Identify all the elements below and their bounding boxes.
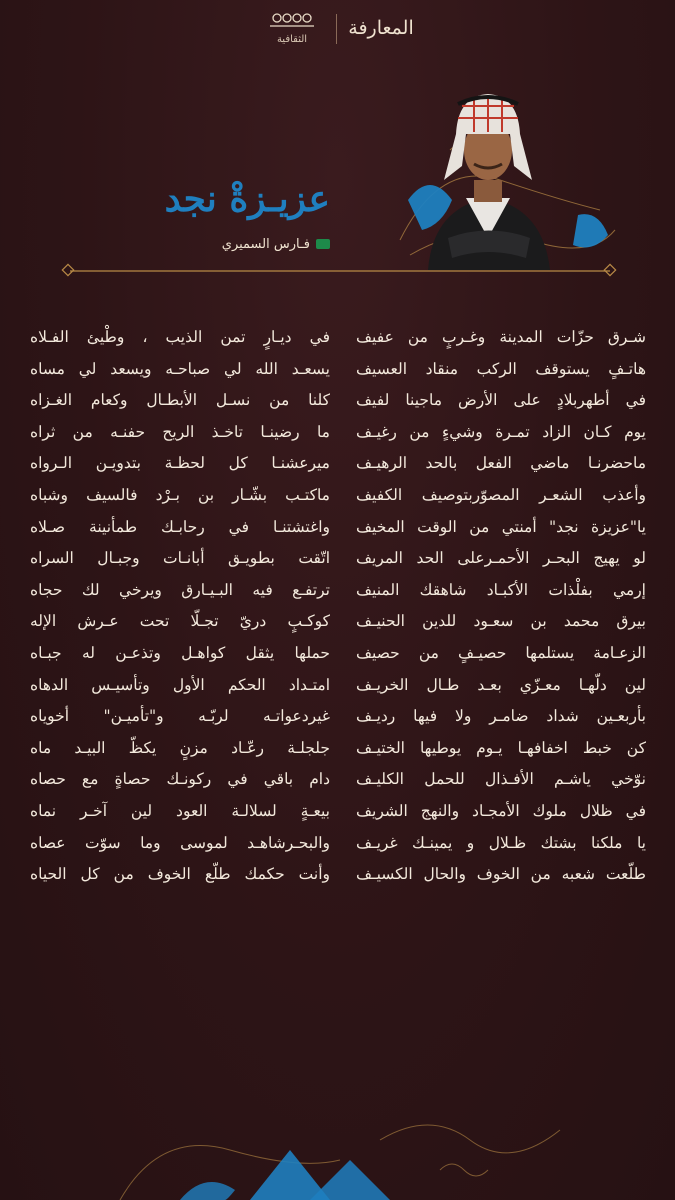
poem-verse: شـرق حزّات المدينة وغـربٍ من عفيف [356,328,646,346]
poem-verse: غيردعواتـه لربّـه و"تأميـن" أخوياه [30,707,330,726]
poem-verse: ما رضينـا تاخـذ الريح حفنـه من ثراه [30,422,330,441]
poem-verse: بيرق محمد بن سعـود للدين الحنيـف [356,612,646,631]
poem-verse: كلنا من نسـل الأبطـال وكعام الغـزاه [30,391,330,410]
poem-verse: وأعذب الشعـر المصوّربتوصيف الكفيف [356,485,646,504]
header [0,0,675,60]
poem-title: عزيـزةْ نجد [164,178,330,220]
ornament-icon [267,12,317,30]
poem-verse: في ظلال ملوك الأمجـاد والنهج الشريف [356,801,646,820]
poem-verse: نوّخي ياشـم الأفـذال للحمل الكليـف [356,770,646,789]
poem-verse: طلّعت شعبه من الخوف والحال الكسيـف [356,865,646,884]
poem-verse: واغتشتنـا في رحابـك طمأنينة صـلاه [30,517,330,536]
poem-verse: لو يهيج البحـر الأحمـرعلى الحد المريف [356,549,646,568]
poem-verse: بيعـةٍ لسلالـة العود لين آخـر نماه [30,801,330,820]
author-name: فـارس السميري [221,236,310,252]
poem-verse: جلجلـة رعّـاد مزنٍ يكظّ البيـد ماه [30,738,330,757]
brand-left-subtitle: الثقافية [276,34,308,45]
poem-verse: في أطهربلادٍ على الأرض ماجينا لفيف [356,391,646,410]
poem-column-left [30,322,330,962]
poem-verse: هاتـفٍ يستوقف الركب منقاد العسيف [356,359,646,378]
poem-verse: يا ملكنا بشتك ظـلال و يمينـك غريـف [356,833,646,852]
flag-icon [316,239,330,249]
poem-verse: حملها يثقل كواهـل وتذعـن له جبـاه [30,643,330,662]
poem-verse: ميرعشنـا كل لحظـة بتدويـن الـرواه [30,454,330,473]
poem-verse: اتّقت بطويـق أبانـات وجبـال السراه [30,549,330,568]
poem-verse: لين دلّهـا معـزّي بعـد طـال الخريـف [356,675,646,694]
brand-logo-left [258,12,326,56]
author-line [180,234,330,254]
poem-verse: في ديـارٍ تمن الذيب ، وطْيئ الفـلاه [30,328,330,346]
poem-verse: ماكتـب بشّـار بن بـرْد فالسيف وشباه [30,485,330,504]
poem-verse: يوم كـان الزاد تمـرة وشيءٍ من رغيـف [356,422,646,441]
bottom-calligraphy-decoration-icon [0,1100,675,1200]
poem-verse: يسعـد الله لي صباحـه ويسعد لي مساه [30,359,330,378]
poem-verse: ترتفـع فيه البـيـارق ويرخي لك حجاه [30,580,330,599]
poem-verse: امتـداد الحكم الأول وتأسيـس الدهاه [30,675,330,694]
poem-verse: إرمي بفلْذات الأكبـاد شاهقك المنيف [356,580,646,599]
poem-verse: ماحضرنـا ماضي الفعل بالحد الرهيـف [356,454,646,473]
poem-verse: كوكـبٍ دريّ تجـلّا تحت عـرش الإله [30,612,330,631]
poem-verse: والبحـرشاهـد لموسى وما سوّت عصاه [30,833,330,852]
poem-verse: يا"عزيزة نجد" أمنتي من الوقت المخيف [356,517,646,536]
poem-verse: بأربعـين شداد ضامـر ولا فيها رديـف [356,707,646,726]
poem-verse: وأنت حكمك طلّع الخوف من كل الحياه [30,865,330,884]
brand-logo-right: المعارفة [348,17,414,39]
poem-verse: الزعـامة يستلمها حصيـفٍ من حصيف [356,643,646,662]
poem-verse: كن خبط اخفافهـا يـوم يوطيها الختيـف [356,738,646,757]
poet-portrait [418,88,558,270]
brand-divider [336,14,337,44]
poem-column-right [356,322,646,962]
divider-ornament-icon [60,263,620,279]
poem-verse: دام باقي في ركونـك حصاةٍ مع حصاه [30,770,330,789]
